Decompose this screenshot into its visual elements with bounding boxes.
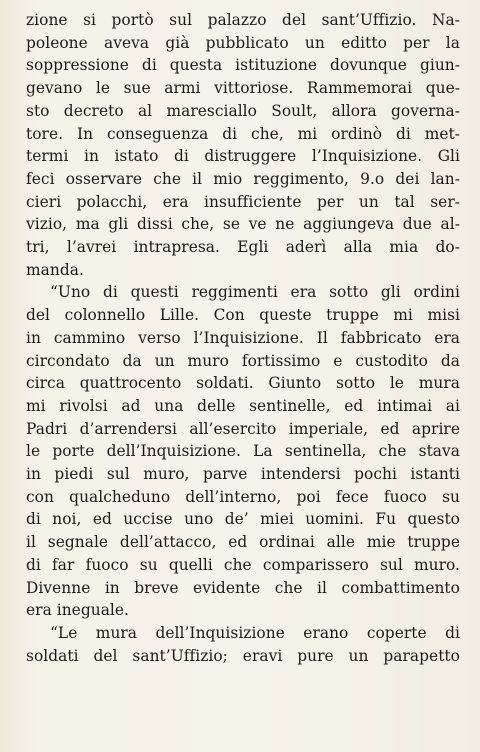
text-line: termi in istato di distruggere l’Inquisizione. Gli [26,147,460,166]
text-line: con qualcheduno dell’interno, poi fece fuoco su [26,487,460,506]
text-line: circa quattrocento soldati. Giunto sotto le mura [26,374,460,393]
text-line: sto decreto al maresciallo Soult, allora governa- [26,101,460,120]
text-line: poleone aveva già pubblicato un editto per la [26,33,460,52]
text-line: tore. In conseguenza di che, mi ordinò di met- [26,124,460,143]
text-line: mi rivolsi ad una delle sentinelle, ed intimai ai [26,396,460,415]
text-line: soppressione di questa istituzione dovunque giun- [26,56,460,75]
text-line: Divenne in breve evidente che il combattimento [26,578,460,597]
text-line: del colonnello Lille. Con queste truppe mi misi [26,306,460,325]
text-line: manda. [26,260,84,279]
text-line: vizio, ma gli dissi che, se ve ne aggiungeva due al- [26,215,460,234]
body-text [26,9,460,667]
text-line: “Uno di questi reggimenti era sotto gli ordini [50,283,460,302]
text-line: in piedi sul muro, parve intendersi pochi istanti [26,465,460,484]
text-line: di noi, ed uccise uno de’ miei uomini. Fu questo [26,510,460,529]
text-line: gevano le sue armi vittoriose. Rammemorai que- [26,79,460,98]
text-line: “Le mura dell’Inquisizione erano coperte di [50,623,460,642]
text-line: tri, l’avrei intrapresa. Egli aderì alla mia do- [26,238,460,257]
text-line: in cammino verso l’Inquisizione. Il fabbricato era [26,328,460,347]
text-line: era ineguale. [26,601,129,620]
text-line: zione si portò sul palazzo del sant’Uffizio. Na- [26,11,460,29]
text-line: soldati del sant’Uffizio; eravi pure un parapetto [26,646,460,665]
text-line: di far fuoco su quelli che comparissero sul muro. [26,555,460,574]
text-line: feci osservare che il mio reggimento, 9.o dei lan- [26,169,460,188]
text-line: circondato da un muro fortissimo e custodito da [26,351,460,370]
text-line: le porte dell’Inquisizione. La sentinella, che stava [26,442,460,461]
text-line: il segnale dell’attacco, ed ordinai alle mie truppe [26,533,460,552]
text-line: Padri d’arrendersi all’esercito imperiale, ed aprire [26,419,460,438]
text-line: cieri polacchi, era insufficiente per un tal ser- [26,192,460,211]
